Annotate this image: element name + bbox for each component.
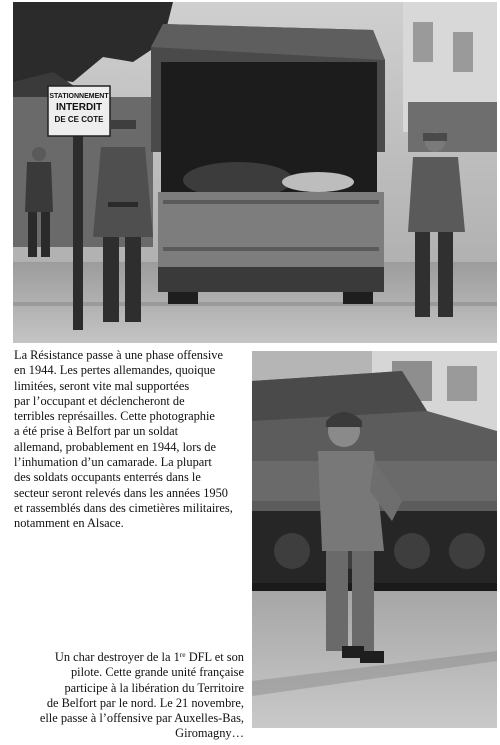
caption-1-line: par l’occupant et déclencheront de xyxy=(14,393,185,408)
caption-1-line: terribles représailles. Cette photographie xyxy=(14,409,215,424)
tank-destroyer-photo xyxy=(252,351,497,728)
caption-1-line: La Résistance passe à une phase offensive xyxy=(14,348,223,362)
caption-1-line: des soldats occupants enterrés dans le xyxy=(14,470,201,485)
caption-1-line: l’inhumation d’un camarade. La plupart xyxy=(14,455,212,470)
tank-destroyer-image xyxy=(252,351,497,728)
funeral-truck-image xyxy=(13,2,497,343)
ordinal-superscript: re xyxy=(179,650,186,659)
sign-line-1: STATIONNEMENT xyxy=(49,93,109,100)
caption-1-line: notamment en Alsace. xyxy=(14,516,124,531)
caption-2-line1-b: DFL et son xyxy=(185,650,244,664)
sign-line-2: INTERDIT xyxy=(55,102,103,113)
caption-1-line: secteur seront relevés dans les années 1950 xyxy=(14,485,229,500)
caption-2-line: participe à la libération du Territoire xyxy=(64,680,244,695)
caption-1-line: en 1944. Les pertes allemandes, quoique xyxy=(14,363,216,378)
sign-line-3: DE CE COTE xyxy=(54,115,104,124)
caption-2-line: pilote. Cette grande unité française xyxy=(70,665,244,680)
caption-2-line: elle passe à l’offensive par Auxelles-Bas, xyxy=(39,711,244,726)
caption-1-line: allemand, probablement en 1944, lors de xyxy=(14,439,216,454)
caption-1-line: limitées, seront vite mal supportées xyxy=(14,378,190,393)
caption-1-line: et rassemblés dans des cimetières militaires, xyxy=(14,500,233,515)
caption-2-line xyxy=(14,650,244,665)
caption-2-line: Giromagny… xyxy=(175,726,244,741)
funeral-truck-photo xyxy=(13,2,497,343)
caption-tank-destroyer xyxy=(14,650,244,742)
caption-resistance xyxy=(14,348,246,532)
caption-2-line: de Belfort par le nord. Le 21 novembre, xyxy=(46,695,244,710)
caption-2-line1-a: Un char destroyer de la 1 xyxy=(54,650,180,664)
no-parking-sign xyxy=(48,86,110,136)
caption-1-line: a été prise à Belfort par un soldat xyxy=(14,424,179,439)
